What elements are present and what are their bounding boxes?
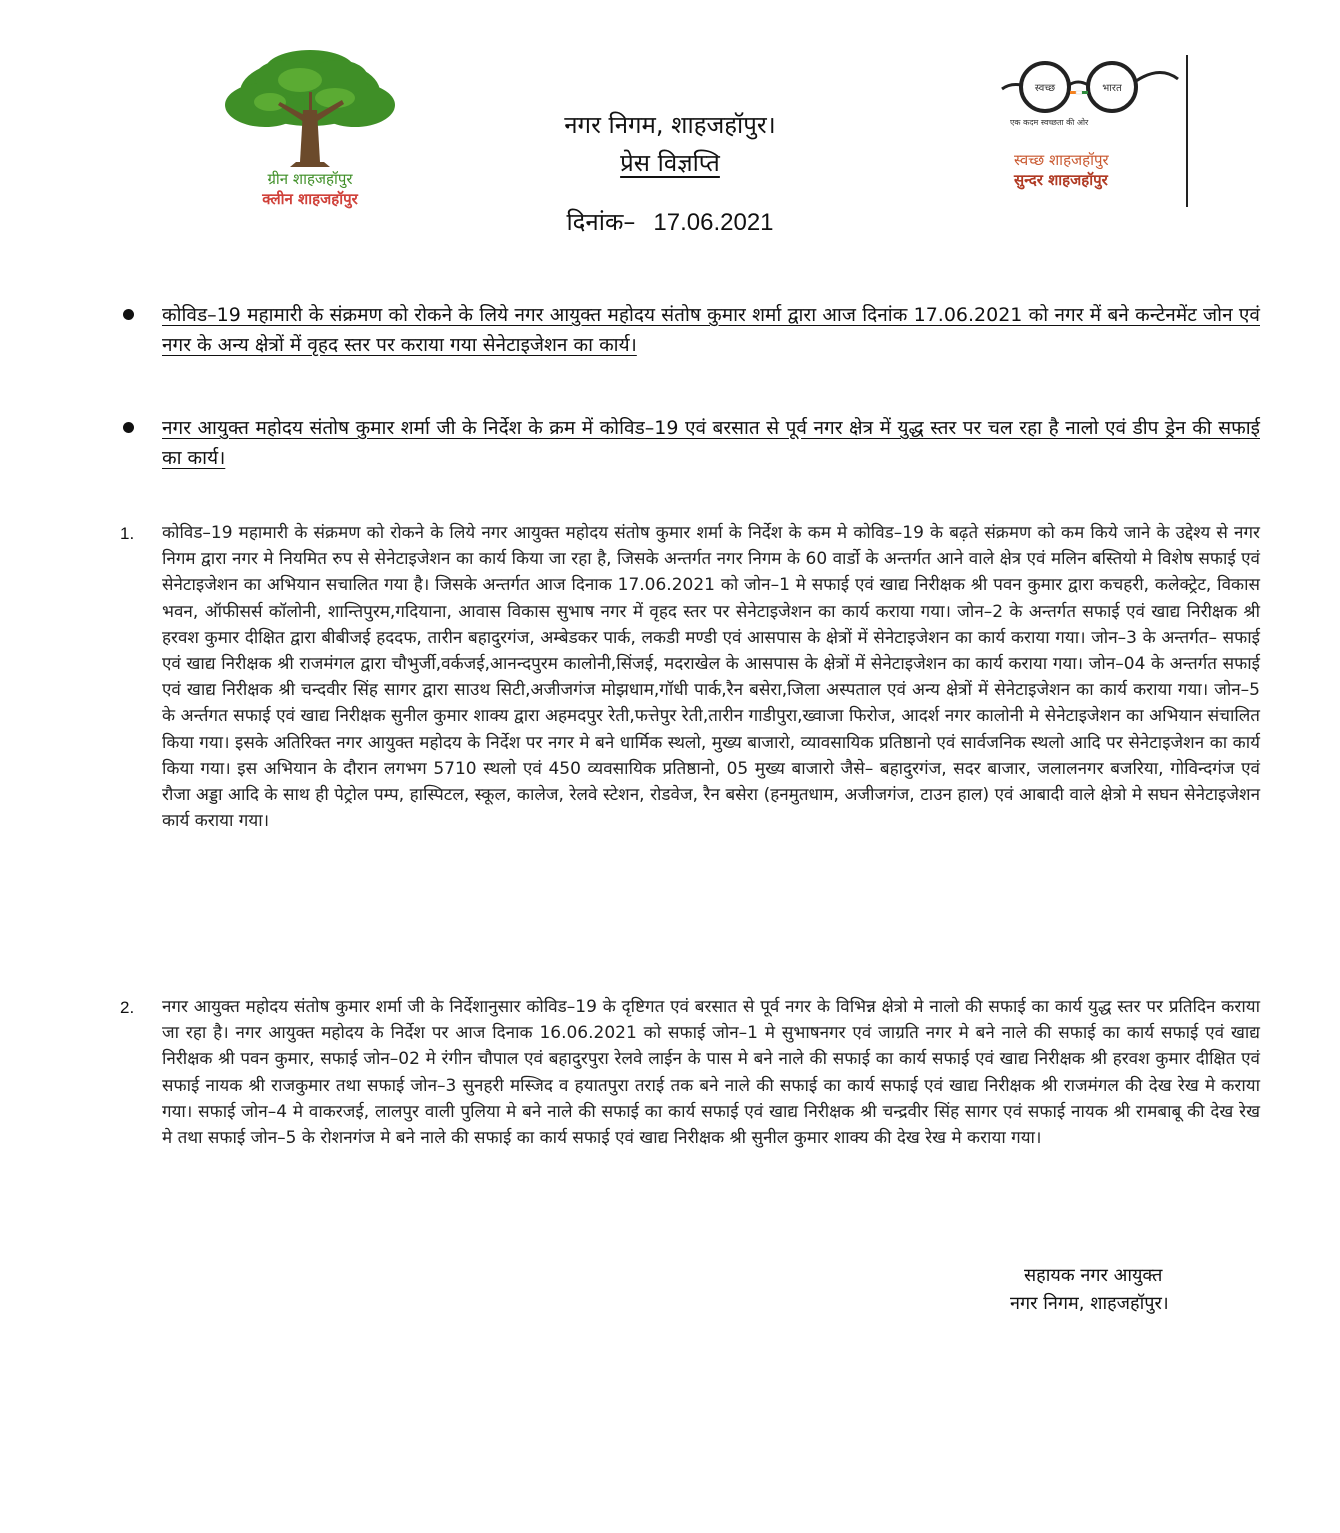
swachh-bharat-logo [1000, 55, 1190, 215]
highlight-item: कोविड–19 महामारी के संक्रमण को रोकने के लिये नगर आयुक्त महोदय संतोष कुमार शर्मा द्वारा आज दिनांक 17.06.2021 को नगर में बने कन्टेनमेंट जोन एवं नगर के अन्य क्षेत्रों में वृहद स्तर पर कराया गया सेनेटाइजेशन का कार्य। [162, 304, 1260, 356]
green-shahjahanpur-logo [200, 50, 420, 220]
gandhi-glasses-icon [1000, 55, 1180, 115]
date-line [470, 205, 870, 238]
paragraph-text: नगर आयुक्त महोदय संतोष कुमार शर्मा जी के निर्देशानुसार कोविड–19 के दृष्टिगत एवं बरसात से पूर्व नगर के विभिन्न क्षेत्रो मे नालो की सफाई का कार्य युद्ध स्तर पर प्रतिदिन कराया जा रहा है। नगर आयुक्त महोदय के निर्देश पर आज दिनाक 16.06.2021 को सफाई जोन–1 मे सुभाषनगर एवं जाग्रति नगर मे बने नाले की सफाई का कार्य सफाई एवं खाद्य निरीक्षक श्री पवन कुमार, सफाई जोन–02 मे रंगीन चौपाल एवं बहादुरपुरा रेलवे लाईन के पास मे बने नाले की सफाई का कार्य सफाई एवं खाद्य निरीक्षक श्री हरवश कुमार दीक्षित एवं सफाई नायक श्री राजकुमार तथा सफाई जोन–3 सुनहरी मस्जिद व हयातपुरा तराई तक बने नाले की सफाई का कार्य सफाई एवं खाद्य निरीक्षक श्री राजमंगल की देख रेख मे कराया गया। सफाई जोन–4 मे वाकरजई, लालपुर वाली पुलिया मे बने नाले की सफाई का कार्य सफाई एवं खाद्य निरीक्षक श्री चन्द्रवीर सिंह सागर एवं सफाई नायक श्री रामबाबू की देख रेख मे तथा सफाई जोन–5 के रोशनगंज मे बने नाले की सफाई का कार्य सफाई एवं खाद्य निरीक्षक श्री सुनील कुमार शाक्य की देख रेख मे कराया गया। [162, 997, 1260, 1149]
glasses-right-text: भारत [1102, 83, 1122, 94]
swachh-logo-line1: स्वच्छ शाहजहॉपुर [1014, 151, 1109, 169]
press-release-title [470, 146, 870, 179]
date-value: 17.06.2021 [653, 209, 774, 236]
green-logo-line1: ग्रीन शाहजहॉपुर [267, 170, 353, 188]
swachh-logo-line2: सुन्दर शाहजहॉपुर [1014, 171, 1108, 189]
green-logo-line2: क्लीन शाहजहॉपुर [262, 190, 358, 208]
swachh-tagline: एक कदम स्वच्छता की ओर [1010, 118, 1089, 127]
tree-icon [210, 50, 410, 168]
glasses-left-text: स्वच्छ [1034, 83, 1056, 94]
press-release-label: प्रेस विज्ञप्ति [620, 149, 720, 177]
highlight-item: नगर आयुक्त महोदय संतोष कुमार शर्मा जी के निर्देश के क्रम में कोविड–19 एवं बरसात से पूर्व नगर क्षेत्र में युद्ध स्तर पर चल रहा है नालो एवं डीप ड्रेन की सफाई का कार्य। [162, 417, 1260, 469]
signature-block [1010, 1262, 1250, 1318]
paragraph-text: कोविड–19 महामारी के संक्रमण को रोकने के लिये नगर आयुक्त महोदय संतोष कुमार शर्मा के निर्देश के कम मे कोविड–19 के बढ़ते संक्रमण को कम किये जाने के उद्देश्य से नगर निगम द्वारा नगर मे नियमित रुप से सेनेटाइजेशन का कार्य किया जा रहा है, जिसके अन्तर्गत नगर निगम के 60 वार्डो के अन्तर्गत आने वाले क्षेत्र एवं मलिन बस्तियो मे विशेष सफाई एवं सेनेटाइजेशन का अभियान सचालित गया है। जिसके अन्तर्गत आज दिनाक 17.06.2021 को जोन–1 मे सफाई एवं खाद्य निरीक्षक श्री पवन कुमार द्वारा कचहरी, कलेक्ट्रेट, विकास भवन, ऑफीसर्स कॉलोनी, शान्तिपुरम,गदियाना, आवास विकास सुभाष नगर में वृहद स्तर पर सेनेटाइजेशन का कार्य कराया गया। जोन–2 के अन्तर्गत सफाई एवं खाद्य निरीक्षक श्री हरवश कुमार दीक्षित द्वारा बीबीजई हददफ, तारीन बहादुरगंज, अम्बेडकर पार्क, लकडी मण्डी एवं आसपास के क्षेत्रों में सेनेटाइजेशन का कार्य कराया गया। जोन–3 के अन्तर्गत– सफाई एवं खाद्य निरीक्षक श्री राजमंगल द्वारा चौभुर्जी,वर्कजई,आनन्दपुरम कालोनी,सिंजई, मदराखेल के आसपास के क्षेत्रों में सेनेटाइजेशन का कार्य कराया गया। जोन–04 के अन्तर्गत सफाई एवं खाद्य निरीक्षक श्री चन्दवीर सिंह सागर द्वारा साउथ सिटी,अजीजगंज मोझधाम,गॉधी पार्क,रैन बसेरा,जिला अस्पताल एवं अन्य क्षेत्रों में सेनेटाइजेशन का कार्य कराया गया। जोन–5 के अर्न्तगत सफाई एवं खाद्य निरीक्षक सुनील कुमार शाक्य द्वारा अहमदपुर रेती,फत्तेपुर रेती,तारीन गाडीपुरा,ख्वाजा फिरोज, आदर्श नगर कालोनी मे सेनेटाइजेशन का अभियान संचालित किया गया। इसके अतिरिक्त नगर आयुक्त महोदय के निर्देश पर नगर मे बने धार्मिक स्थलो, मुख्य बाजारो, व्यावसायिक प्रतिष्ठानो एवं सार्वजनिक स्थलो आदि पर सेनेटाइजेशन का कार्य किया गया। इस अभियान के दौरान लगभग 5710 स्थलो एवं 450 व्यवसायिक प्रतिष्ठानो, 05 मुख्य बाजारो जैसे– बहादुरगंज, सदर बाजार, जलालनगर बजरिया, गोविन्दगंज एवं रौजा अड्डा आदि के साथ ही पेट्रोल पम्प, हास्पिटल, स्कूल, कालेज, रेलवे स्टेशन, रोडवेज, रैन बसेरा (हनमुतधाम, अजीजगंज, टाउन हाल) एवं आबादी वाले क्षेत्रो मे सघन सेनेटाइजेशन कार्य कराया गया। [162, 523, 1260, 832]
paragraph-number: 2. [120, 998, 135, 1017]
paragraph-number: 1. [120, 524, 135, 543]
signature-designation: सहायक नगर आयुक्त [1024, 1265, 1163, 1286]
bullet-icon [123, 422, 134, 433]
header-divider [1186, 55, 1188, 207]
org-title: नगर निगम, शाहजहॉपुर। [564, 111, 776, 139]
date-label: दिनांक– [566, 208, 636, 236]
bullet-icon [123, 309, 134, 320]
signature-office: नगर निगम, शाहजहॉपुर। [1010, 1293, 1169, 1314]
